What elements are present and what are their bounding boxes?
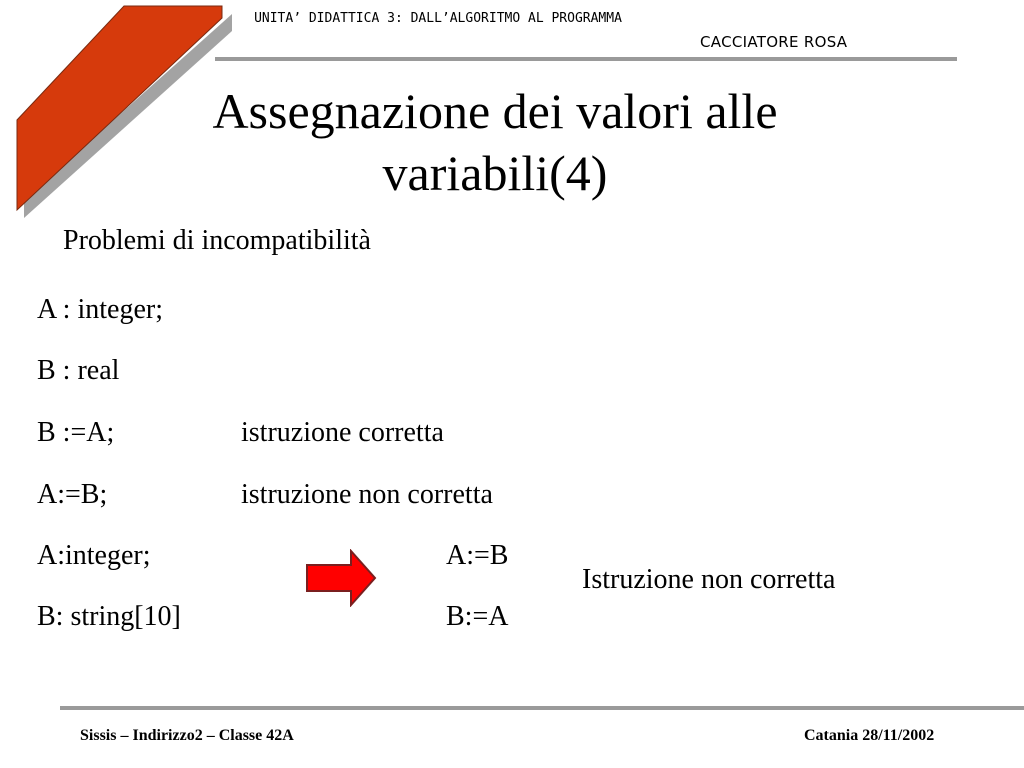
slide-title: Assegnazione dei valori alle variabili(4) <box>212 83 778 201</box>
course-title: UNITA’ DIDATTICA 3: DALL’ALGORITMO AL PROGRAMMA <box>254 11 622 26</box>
footer-left: Sissis – Indirizzo2 – Classe 42A <box>80 727 294 744</box>
statement-comment: istruzione non corretta <box>241 479 493 510</box>
footer-divider <box>60 706 1024 710</box>
header-divider <box>215 57 957 61</box>
right-arrow-icon <box>305 549 377 607</box>
example-result: Istruzione non corretta <box>582 564 836 595</box>
example-declaration-b: B: string[10] <box>37 601 181 632</box>
statement-code: B :=A; <box>37 417 115 448</box>
example-declaration-a: A:integer; <box>37 540 151 571</box>
declaration-a: A : integer; <box>37 294 163 325</box>
declaration-b: B : real <box>37 355 120 386</box>
statement-comment: istruzione corretta <box>241 417 444 448</box>
slide-subtitle: Problemi di incompatibilità <box>63 225 371 256</box>
example-assignment-b: B:=A <box>446 601 509 632</box>
example-assignment-a: A:=B <box>446 540 509 571</box>
author-name: CACCIATORE ROSA <box>700 33 848 51</box>
footer-right: Catania 28/11/2002 <box>804 727 935 744</box>
statement-code: A:=B; <box>37 479 108 510</box>
